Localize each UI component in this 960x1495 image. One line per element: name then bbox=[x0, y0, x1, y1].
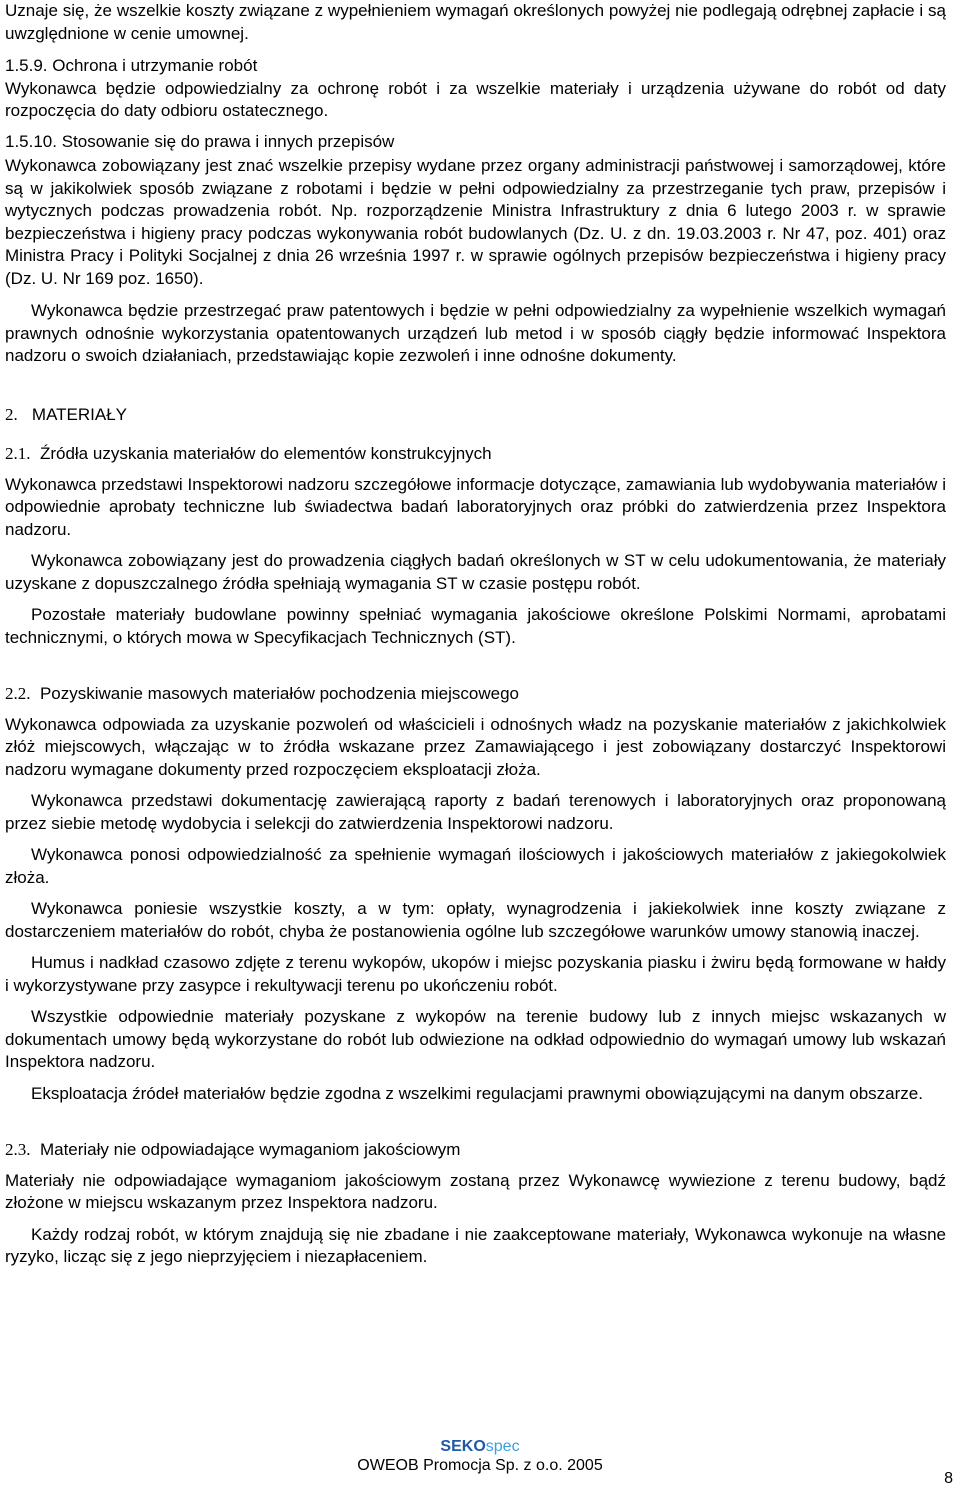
paragraph-responsibility: Wykonawca ponosi odpowiedzialność za spełnienie wymagań ilościowych i jakościowych materiałów z jakiegokolwiek złoża. bbox=[5, 845, 946, 887]
logo-part-seko: SEKO bbox=[440, 1438, 486, 1455]
section-number: 2. bbox=[5, 404, 18, 424]
paragraph-exploitation: Eksploatacja źródeł materiałów będzie zgodna z wszelkimi regulacjami prawnymi obowiązującymi na danym obszarze. bbox=[31, 1083, 923, 1103]
paragraph-patents: Wykonawca będzie przestrzegać praw patentowych i będzie w pełni odpowiedzialny za wypełnienie wszelkich wymagań prawnych odnośnie wykorzystania opatentowanych urządzeń lub metod i w sposób ciągły będzie informować Inspektora nadzoru o swoich działaniach, przedstawiając kopie zezwoleń i inne odnośne dokumenty. bbox=[5, 301, 946, 365]
footer-company: OWEOB Promocja Sp. z o.o. 2005 bbox=[357, 1457, 603, 1474]
section-heading-2 bbox=[5, 404, 960, 427]
logo-part-spec: spec bbox=[485, 1438, 520, 1455]
section-heading-text: Źródła uzyskania materiałów do elementów konstrukcyjnych bbox=[39, 444, 492, 463]
section-heading-2-1 bbox=[5, 443, 960, 466]
paragraph-costs: Uznaje się, że wszelkie koszty związane z wypełnieniem wymagań określonych powyżej nie podlegają odrębnej zapłacie i są uwzględnione w cenie umownej. bbox=[5, 1, 946, 43]
section-title-1-5-9: 1.5.9. Ochrona i utrzymanie robót bbox=[5, 56, 258, 75]
paragraph-continuous-tests: Wykonawca zobowiązany jest do prowadzenia ciągłych badań określonych w ST w celu udokumentowania, że materiały uzyskane z dopuszczalnego źródła spełniają wymagania ST w czasie postępu robót. bbox=[5, 551, 946, 593]
section-heading-text: Pozyskiwanie masowych materiałów pochodzenia miejscowego bbox=[39, 684, 520, 703]
section-number: 2.1. bbox=[5, 444, 31, 463]
paragraph-humus: Humus i nadkład czasowo zdjęte z terenu wykopów, ukopów i miejsc pozyskania piasku i żwiru będą formowane w hałdy i wykorzystywane przy zasypce i rekultywacji terenu po ukończeniu robót. bbox=[5, 953, 946, 995]
section-heading-2-2 bbox=[5, 683, 960, 706]
section-heading-text: MATERIAŁY bbox=[31, 404, 128, 424]
section-number: 2.3. bbox=[5, 1140, 31, 1159]
section-heading-text: Materiały nie odpowiadające wymaganiom jakościowym bbox=[39, 1140, 461, 1159]
section-heading-2-3 bbox=[5, 1139, 960, 1162]
paragraph-nonconforming: Materiały nie odpowiadające wymaganiom jakościowym zostaną przez Wykonawcę wywiezione z terenu budowy, bądź złożone w miejscu wskazanym przez Inspektora nadzoru. bbox=[5, 1170, 946, 1212]
paragraph-regulations: Wykonawca zobowiązany jest znać wszelkie przepisy wydane przez organy administracji państwowej i samorządowej, które są w jakikolwiek sposób związane z robotami i będzie w pełni odpowiedzialny za przestrzeganie tych praw, przepisów i wytycznych podczas prowadzenia robót. Np. rozporządzenie Ministra Infrastruktury z dnia 6 lutego 2003 r. w sprawie bezpieczeństwa i higieny pracy podczas wykonywania robót budowlanych (Dz. U. z dn. 19.03.2003 r. Nr 47, poz. 401) oraz Ministra Pracy i Polityki Socjalnej z dnia 26 września 1997 r. w sprawie ogólnych przepisów bezpieczeństwa i higieny pracy (Dz. U. Nr 169 poz. 1650). bbox=[5, 156, 946, 288]
footer-logo bbox=[0, 1438, 960, 1456]
paragraph-own-risk: Każdy rodzaj robót, w którym znajdują się nie zbadane i nie zaakceptowane materiały, Wykonawca wykonuje na własne ryzyko, licząc się z jego nieprzyjęciem i niezapłaceniem. bbox=[5, 1224, 946, 1266]
paragraph-other-materials: Pozostałe materiały budowlane powinny spełniać wymagania jakościowe określone Polskimi Normami, aprobatami technicznymi, o których mowa w Specyfikacjach Technicznych (ST). bbox=[5, 605, 946, 647]
paragraph-protection: Wykonawca będzie odpowiedzialny za ochronę robót i za wszelkie materiały i urządzenia używane do robót od daty rozpoczęcia do daty odbioru ostatecznego. bbox=[5, 78, 946, 120]
paragraph-excavated-materials: Wszystkie odpowiednie materiały pozyskane z wykopów na terenie budowy lub z innych miejsc wskazanych w dokumentach umowy będą wykorzystane do robót lub odwiezione na odkład odpowiednio do wymagań umowy lub wskazań Inspektora nadzoru. bbox=[5, 1007, 946, 1071]
section-number: 2.2. bbox=[5, 684, 31, 703]
section-title-1-5-10: 1.5.10. Stosowanie się do prawa i innych przepisów bbox=[5, 131, 395, 151]
paragraph-documentation: Wykonawca przedstawi dokumentację zawierającą raporty z badań terenowych i laboratoryjnych oraz proponowaną przez siebie metodę wydobycia i selekcji do zatwierdzenia Inspektorowi nadzoru. bbox=[5, 791, 946, 833]
page-number: 8 bbox=[944, 1470, 953, 1487]
paragraph-materials-info: Wykonawca przedstawi Inspektorowi nadzoru szczegółowe informacje dotyczące, zamawiania lub wydobywania materiałów i odpowiednie aprobaty techniczne lub świadectwa badań laboratoryjnych oraz próbki do zatwierdzenia przez Inspektora nadzoru. bbox=[5, 474, 946, 539]
paragraph-costs-borne: Wykonawca poniesie wszystkie koszty, a w tym: opłaty, wynagrodzenia i jakiekolwiek inne koszty związane z dostarczeniem materiałów do robót, chyba że postanowienia ogólne lub szczegółowe warunków umowy stanowią inaczej. bbox=[5, 899, 946, 941]
paragraph-permits: Wykonawca odpowiada za uzyskanie pozwoleń od właścicieli i odnośnych władz na pozyskanie materiałów z jakichkolwiek złóż miejscowych, włączając w to źródła wskazane przez Zamawiającego i jest zobowiązany dostarczyć Inspektorowi nadzoru wymagane dokumenty przed rozpoczęciem eksploatacji złoża. bbox=[5, 714, 946, 779]
